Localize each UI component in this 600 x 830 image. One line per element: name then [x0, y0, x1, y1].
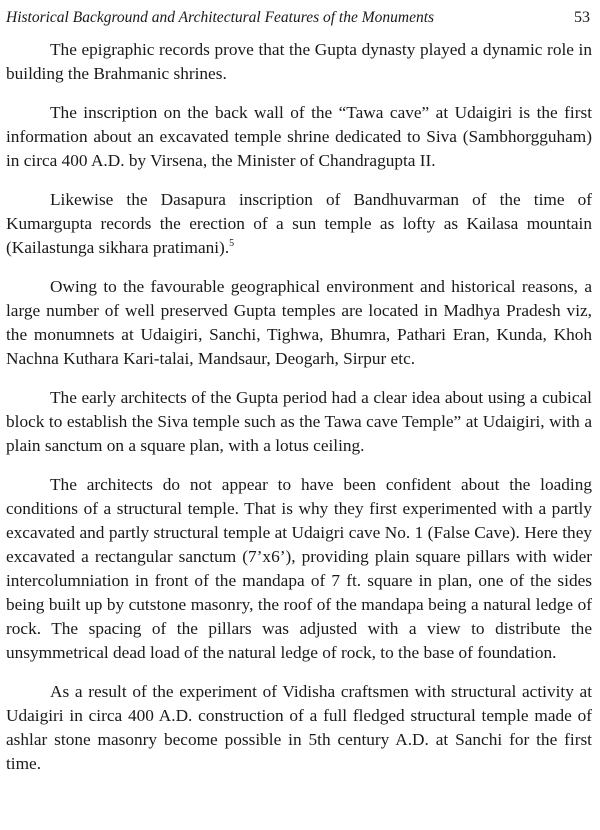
paragraph-text: The epigraphic records prove that the Gupta dynasty played a dynamic role in building the Brahmanic shrines. [6, 40, 592, 83]
paragraph-madhya-pradesh-temples [6, 275, 592, 371]
paragraph-dasapura-inscription [6, 188, 592, 260]
paragraph-text: Likewise the Dasapura inscription of Bandhuvarman of the time of Kumargupta records the erection of a sun temple as lofty as Kailasa mountain (Kailastunga sikhara pratimani). [6, 190, 592, 257]
paragraph-text: The early architects of the Gupta period had a clear idea about using a cubical block to establish the Siva temple such as the Tawa cave Temple” at Udaigiri, with a plain sanctum on a square plan, with a lotus ceiling. [6, 388, 592, 455]
paragraph-tawa-cave-inscription [6, 101, 592, 173]
body-text [6, 38, 592, 791]
running-title: Historical Background and Architectural Features of the Monuments [6, 9, 435, 26]
paragraph-text: The inscription on the back wall of the “Tawa cave” at Udaigiri is the first information about an excavated temple shrine dedicated to Siva (Sambhorgguham) in circa 400 A.D. by Virsena, the Minister of Chandragupta II. [6, 103, 592, 170]
paragraph-false-cave-experiment [6, 473, 592, 665]
running-header [6, 9, 590, 31]
paragraph-text: As a result of the experiment of Vidisha craftsmen with structural activity at Udaigiri in circa 400 A.D. construction of a full fledged structural temple made of ashlar stone masonry become possible in 5th century A.D. at Sanchi for the first time. [6, 682, 592, 773]
paragraph-text: Owing to the favourable geographical environment and historical reasons, a large number of well preserved Gupta temples are located in Madhya Pradesh viz, the monumnets at Udaigiri, Sanchi, Tighwa, Bhumra, Pathari Eran, Kunda, Khoh Nachna Kuthara Kari-talai, Mandsaur, Deogarh, Sirpur etc. [6, 277, 592, 368]
page-number: 53 [574, 9, 590, 26]
paragraph-gupta-epigraphic-records [6, 38, 592, 86]
footnote-reference: 5 [229, 238, 235, 250]
paragraph-early-architects [6, 386, 592, 458]
paragraph-text: The architects do not appear to have been confident about the loading conditions of a structural temple. That is why they first experimented with a partly excavated and partly structural temple at Udaigri cave No. 1 (False Cave). Here they excavated a rectangular sanctum (7’x6’), providing plain square pillars with wider intercolumniation in front of the mandapa of 7 ft. square in plan, one of the sides being built up by cutstone masonry, the roof of the mandapa being a natural ledge of rock. The spacing of the pillars was adjusted with a view to distribute the unsymmetrical dead load of the natural ledge of rock, to the base of foundation. [6, 475, 592, 662]
paragraph-sanchi-structural-temple [6, 680, 592, 776]
